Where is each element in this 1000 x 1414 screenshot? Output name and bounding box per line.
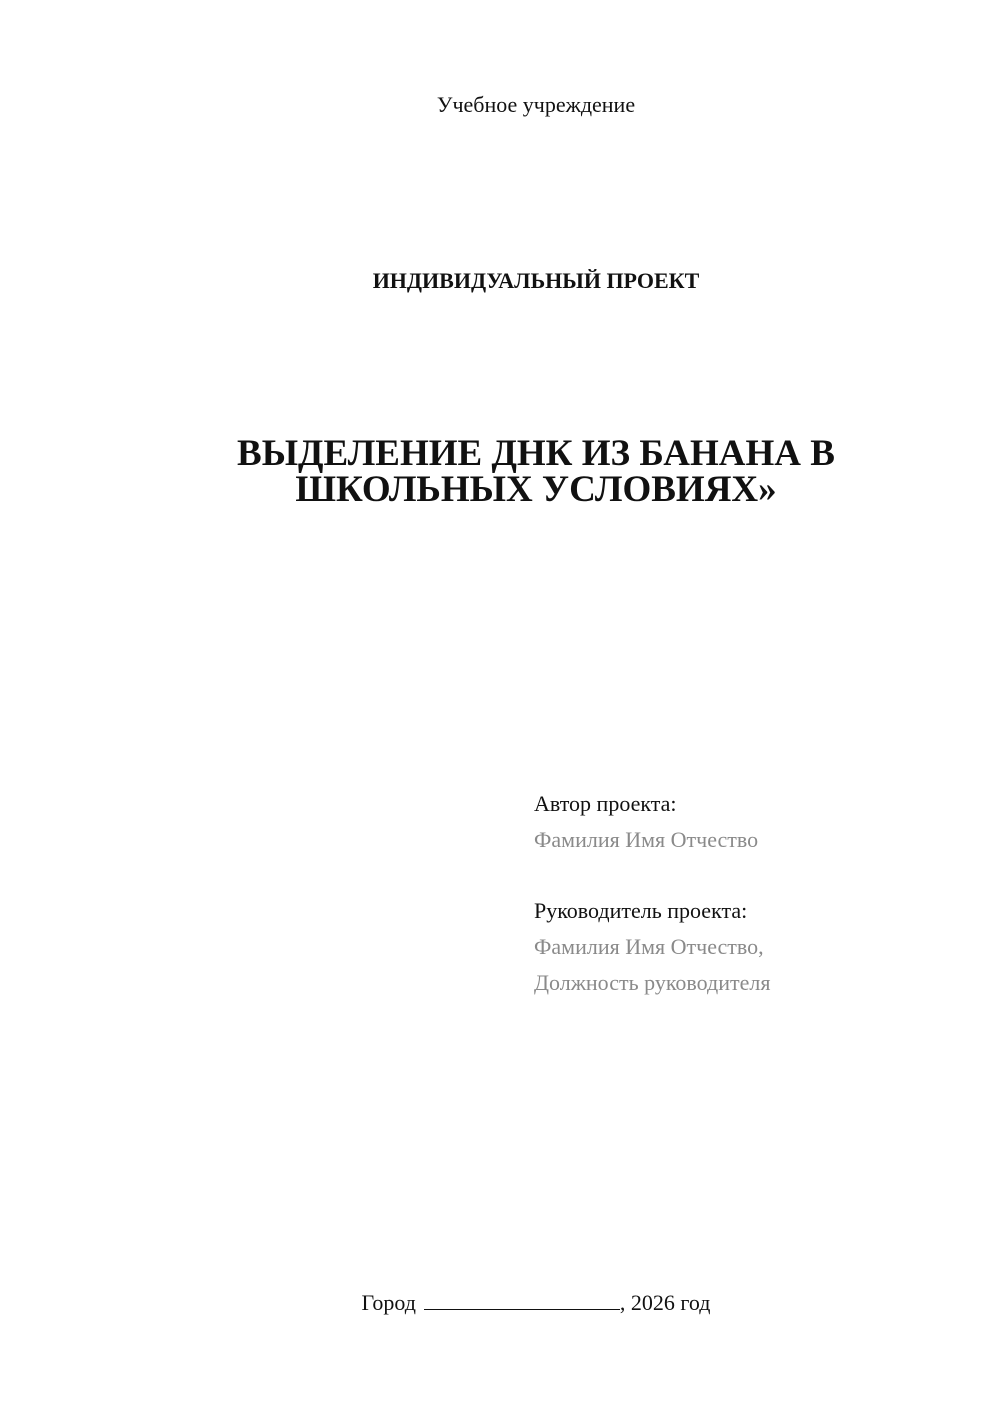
author-label: Автор проекта:: [534, 791, 677, 816]
document-type-heading: ИНДИВИДУАЛЬНЫЙ ПРОЕКТ: [372, 268, 700, 293]
institution-name: Учебное учреждение: [436, 92, 636, 117]
year-text: , 2026 год: [619, 1290, 711, 1315]
project-title-line-2: ШКОЛЬНЫХ УСЛОВИЯХ»: [295, 469, 777, 510]
supervisor-name-placeholder: Фамилия Имя Отчество,: [534, 934, 764, 959]
project-title: [0, 433, 1000, 510]
supervisor-position-placeholder: Должность руководителя: [534, 970, 771, 995]
author-block: [534, 786, 974, 858]
city-label: Город: [361, 1290, 416, 1315]
author-name-placeholder: Фамилия Имя Отчество: [534, 827, 759, 852]
supervisor-block: [534, 893, 974, 1001]
project-title-line-1: ВЫДЕЛЕНИЕ ДНК ИЗ БАНАНА В: [237, 433, 835, 474]
footer-city-year: [0, 1288, 1000, 1318]
city-blank-line: [424, 1289, 620, 1310]
supervisor-label: Руководитель проекта:: [534, 898, 748, 923]
